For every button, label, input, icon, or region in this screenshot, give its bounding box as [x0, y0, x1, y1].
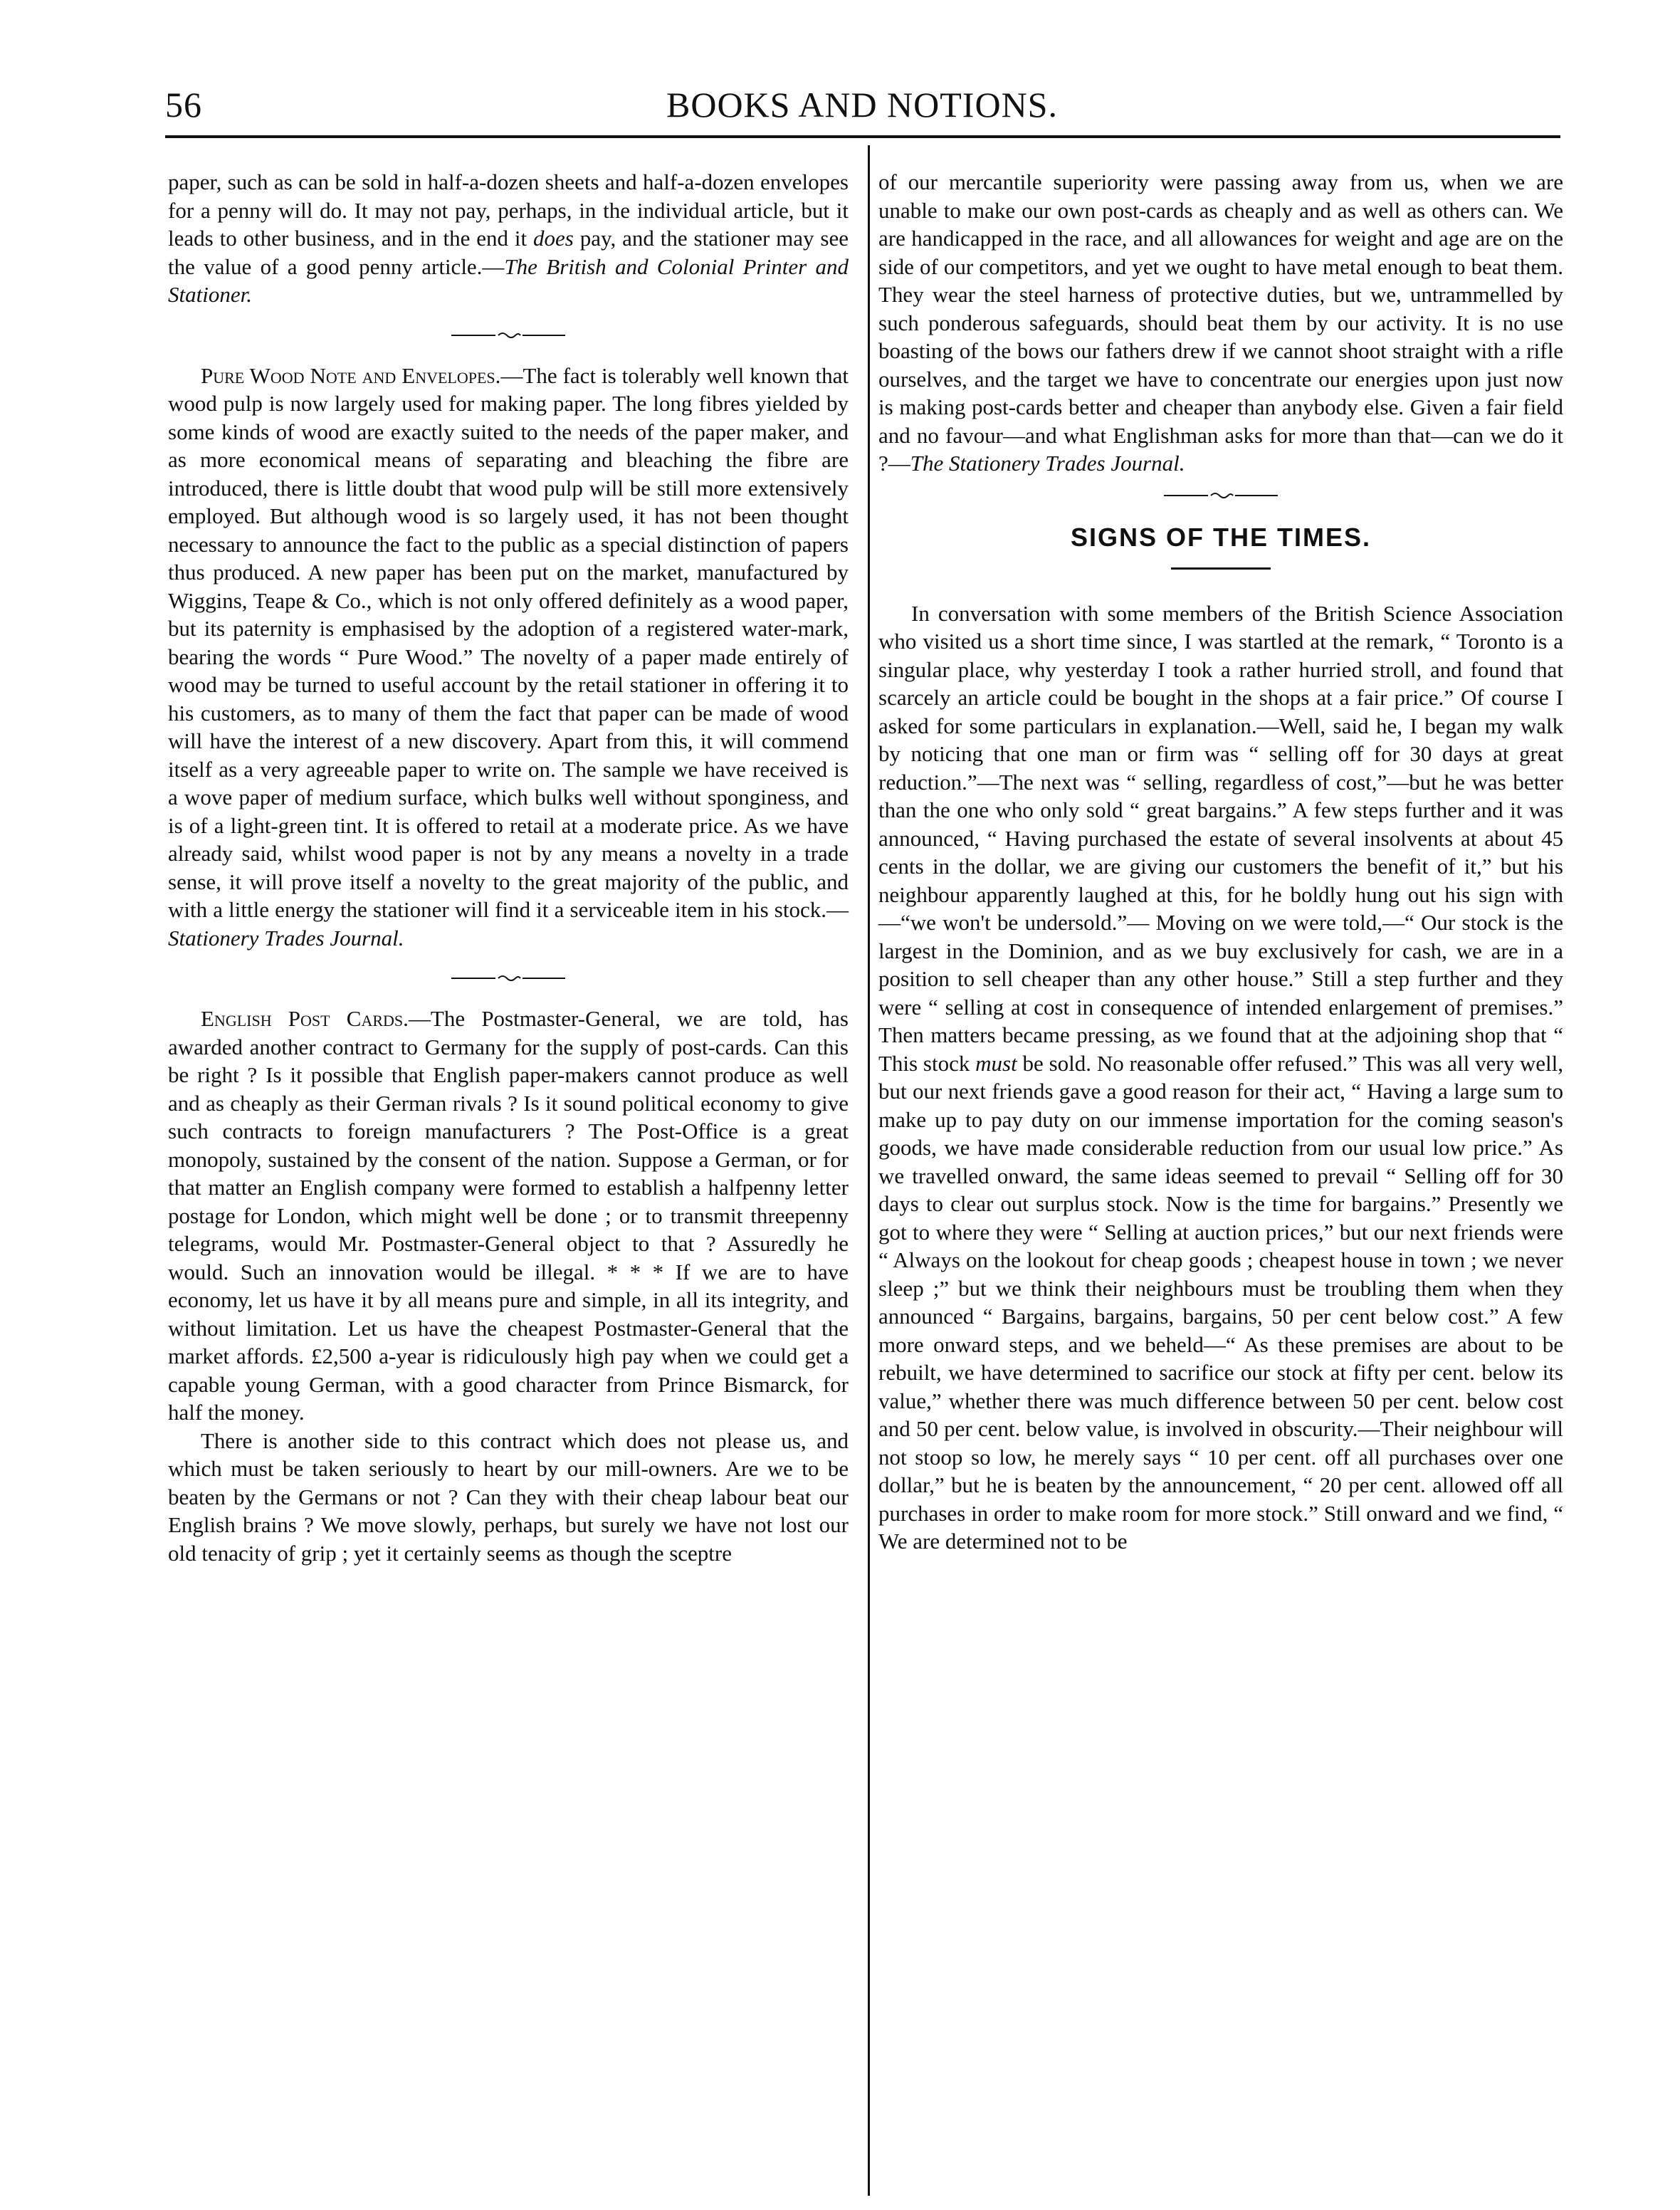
article-source: The Stationery Trades Journal. — [910, 451, 1185, 476]
right-column — [878, 168, 1563, 1556]
article-source: Stationery Trades Journal. — [168, 925, 404, 950]
ornament-rule-icon — [451, 330, 565, 340]
section-separator — [878, 478, 1563, 520]
article-pure-wood: Pure Wood Note and Envelopes.—The fact is tolerably well known that wood pulp is now largely used for making paper. The long fibres yielded by some kinds of wood are exactly suited to the needs of the paper maker, and as more economical means of separating and bleaching the fibre are introduced, there is little doubt that wood pulp will be still more extensively employed. But although wood is so largely used, it has not been thought necessary to announce the fact to the public as a special distinction of papers thus produced. A new paper has been put on the market, manufactured by Wiggins, Teape & Co., which is not only offered definitely as a wood paper, but its paternity is emphasised by the adoption of a registered water-mark, bearing the words “ Pure Wood.” The novelty of a paper made entirely of wood may be turned to useful account by the retail stationer in offering it to his customers, as to many of them the fact that paper can be made of wood will have the interest of a new discovery. Apart from this, it will commend itself as a very agreeable paper to write on. The sample we have received is a wove paper of medium surface, which bulks well without sponginess, and is of a light-green tint. It is offered to retail at a moderate price. As we have already said, whilst wood paper is not by any means a novelty in a trade sense, it will prove itself a novelty to the great majority of the public, and with a little energy the stationer will find it a serviceable item in his stock.—Stationery Trades Journal. — [168, 362, 849, 950]
section-separator — [168, 952, 849, 1005]
ornament-rule-icon — [451, 973, 565, 983]
article-source: The British and Colonial Printer and Stationer. — [168, 253, 849, 307]
heading-rule — [1171, 567, 1271, 570]
article-title: English Post Cards. — [201, 1006, 409, 1031]
column-rule — [868, 145, 870, 2196]
header-rule — [165, 135, 1560, 138]
section-heading: SIGNS OF THE TIMES. — [1070, 522, 1372, 552]
page-header — [165, 78, 1559, 132]
running-title: BOOKS AND NOTIONS. — [666, 85, 1058, 125]
ornament-rule-icon — [1164, 491, 1278, 501]
left-column — [168, 168, 849, 1567]
article-signs-of-the-times: In conversation with some members of the British Science Association who visited us a short time since, I was startled at the remark, “ Toronto is a singular place, why yesterday I took a rather hurried stroll, and found that scarcely an article could be bought in the shops at a fair price.” Of course I asked for some particulars in explanation.—Well, said he, I began my walk by noticing that one man or firm was “ selling off for 30 days at great reduction.”—The next was “ selling, regardless of cost,”—but he was better than the one who only sold “ great bargains.” A few steps further and it was announced, “ Having purchased the estate of several insolvents at about 45 cents in the dollar, we are giving our customers the benefit of it,” but his neighbour apparently laughed at this, for he boldly hung out his sign with—“we won't be undersold.”— Moving on we were told,—“ Our stock is the largest in the Dominion, and as we buy exclusively for cash, we are in a position to sell cheaper than any other house.” Still a step further and they were “ selling at cost in consequence of intended enlargement of premises.” Then matters became pressing, as we found that at the adjoining shop that “ This stock must be sold. No reasonable offer refused.” This was all very well, but our next friends gave a good reason for their act, “ Having a large sum to make up to pay duty on our immense importation for the coming season's goods, we have made considerable reduction from our usual low price.” As we travelled onward, the same ideas seemed to prevail “ Selling off for 30 days to clear out surplus stock. Now is the time for bargains.” Presently we got to where they were “ Selling at auction prices,” but our next friends were “ Always on the lookout for cheap goods ; cheapest house in town ; we never sleep ;” but we think their neighbours must be troubling them when they announced “ Bargains, bargains, bargains, 50 per cent below cost.” A few more onward steps, and we beheld—“ As these premises are about to be rebuilt, we have determined to sacrifice our stock at fifty per cent. below its value,” whether there was much difference between 50 per cent. below cost and 50 per cent. below value, is involved in obscurity.—Their neighbour will not stoop so low, he merely says “ 10 per cent. off all purchases over one dollar,” but he is beaten by the announcement, “ 20 per cent. allowed off all purchases in order to make room for more stock.” Still onward and we find, “ We are determined not to be — [878, 600, 1563, 1554]
section-separator — [168, 309, 849, 362]
article-continuation: paper, such as can be sold in half-a-dozen sheets and half-a-dozen envelopes for a penny will do. It may not pay, perhaps, in the individual article, but it leads to other business, and in the end it does pay, and the stationer may see the value of a good penny article.—The British and Colonial Printer and Stationer. — [168, 169, 849, 307]
article-continuation: of our mercantile superiority were passing away from us, when we are unable to make our own post-cards as cheaply and as well as others can. We are handicapped in the race, and all allowances for weight and age are on the side of our competitors, and yet we ought to have metal enough to beat them. They wear the steel harness of protective duties, but we, untrammelled by such ponderous safeguards, should beat them by our activity. It is no use boasting of the bows our fathers drew if we cannot shoot straight with a rifle ourselves, and the target we have to concentrate our energies upon just now is making post-cards better and cheaper than anybody else. Given a fair field and no favour—and what Englishman asks for more than that—can we do it ?—The Stationery Trades Journal. — [878, 169, 1563, 476]
article-title: Pure Wood Note and Envelopes. — [201, 362, 501, 388]
article-post-cards-2: There is another side to this contract which does not please us, and which must be taken seriously to heart by our mill-owners. Are we to be beaten by the Germans or not ? Can they with their cheap labour beat our English brains ? We move slowly, perhaps, but surely we have not lost our old tenacity of grip ; yet it certainly seems as though the sceptre — [168, 1428, 849, 1566]
article-post-cards: English Post Cards.—The Postmaster-General, we are told, has awarded another contract to Germany for the supply of post-cards. Can this be right ? Is it possible that English paper-makers cannot produce as well and as cheaply as their German rivals ? Is it sound political economy to give such contracts to foreign manufacturers ? The Post-Office is a great monopoly, sustained by the consent of the nation. Suppose a German, or for that matter an English company were formed to establish a halfpenny letter postage for London, which might well be done ; or to transmit threepenny telegrams, would Mr. Postmaster-General object to that ? Assuredly he would. Such an innovation would be illegal. * * * If we are to have economy, let us have it by all means pure and simple, in all its integrity, and without limitation. Let us have the cheapest Postmaster-General that the market affords. £2,500 a-year is ridiculously high pay when we could get a capable young German, with a good character from Prince Bismarck, for half the money. — [168, 1006, 849, 1425]
page-number: 56 — [165, 85, 202, 125]
